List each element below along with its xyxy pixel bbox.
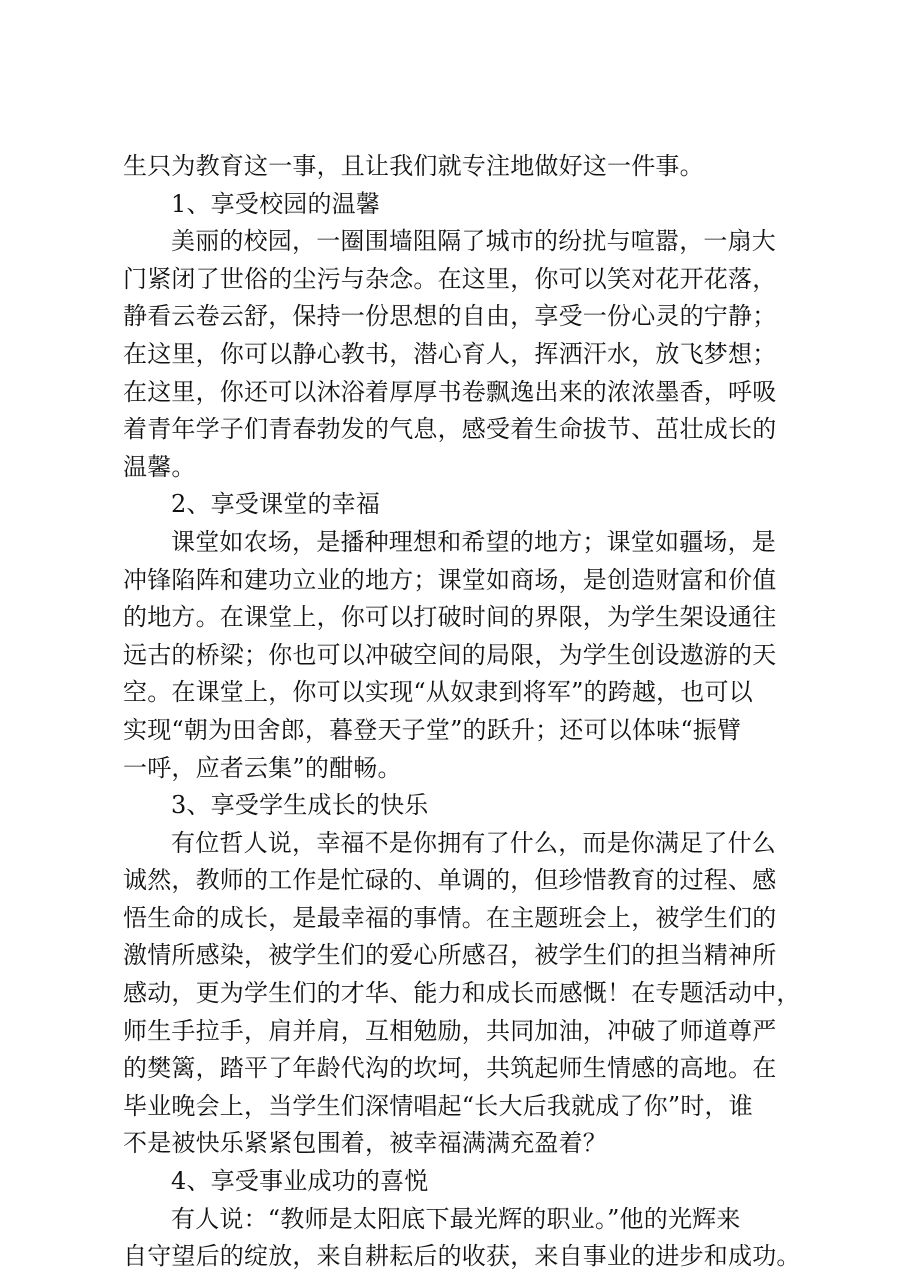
section-heading: 3、享受学生成长的快乐 bbox=[171, 791, 429, 820]
text-line: 实现“朝为田舍郎，暮登天子堂”的跃升；还可以体味“振臂 bbox=[123, 715, 742, 744]
text-line: 不是被快乐紧紧包围着，被幸福满满充盈着？ bbox=[123, 1129, 607, 1158]
document-text bbox=[123, 148, 813, 1276]
text-line: 感动，更为学生们的才华、能力和成长而感慨！在专题活动中， bbox=[123, 979, 801, 1008]
paragraph-first-line: 美丽的校园，一圈围墙阻隔了城市的纷扰与喧嚣，一扇大 bbox=[171, 227, 776, 256]
text-line: 静看云卷云舒，保持一份思想的自由，享受一份心灵的宁静； bbox=[123, 302, 777, 331]
text-line: 着青年学子们青春勃发的气息，感受着生命拔节、茁壮成长的 bbox=[123, 415, 777, 444]
text-line: 师生手拉手，肩并肩，互相勉励，共同加油，冲破了师道尊严 bbox=[123, 1016, 777, 1045]
section-heading: 1、享受校园的温馨 bbox=[171, 189, 381, 218]
section-heading: 4、享受事业成功的喜悦 bbox=[171, 1167, 429, 1196]
text-line: 空。在课堂上，你可以实现“从奴隶到将军”的跨越，也可以 bbox=[123, 678, 753, 707]
text-line: 温馨。 bbox=[123, 452, 196, 481]
text-line: 远古的桥梁；你也可以冲破空间的局限，为学生创设遨游的天 bbox=[123, 640, 777, 669]
paragraph-first-line: 有位哲人说，幸福不是你拥有了什么，而是你满足了什么 bbox=[171, 828, 776, 857]
text-line: 的樊篱，踏平了年龄代沟的坎坷，共筑起师生情感的高地。在 bbox=[123, 1054, 777, 1083]
text-line: 门紧闭了世俗的尘污与杂念。在这里，你可以笑对花开花落， bbox=[123, 264, 777, 293]
text-line: 悟生命的成长，是最幸福的事情。在主题班会上，被学生们的 bbox=[123, 903, 777, 932]
paragraph-first-line: 课堂如农场，是播种理想和希望的地方；课堂如疆场，是 bbox=[171, 527, 776, 556]
section-heading: 2、享受课堂的幸福 bbox=[171, 490, 381, 519]
text-line: 冲锋陷阵和建功立业的地方；课堂如商场，是创造财富和价值 bbox=[123, 565, 777, 594]
text-line: 一呼，应者云集”的酣畅。 bbox=[123, 753, 402, 782]
text-line: 激情所感染，被学生们的爱心所感召，被学生们的担当精神所 bbox=[123, 941, 777, 970]
text-line: 在这里，你可以静心教书，潜心育人，挥洒汗水，放飞梦想； bbox=[123, 339, 777, 368]
text-line: 毕业晚会上，当学生们深情唱起“长大后我就成了你”时，谁 bbox=[123, 1091, 753, 1120]
paragraph-first-line: 有人说：“教师是太阳底下最光辉的职业。”他的光辉来 bbox=[171, 1204, 741, 1233]
text-line: 自守望后的绽放，来自耕耘后的收获，来自事业的进步和成功。 bbox=[123, 1242, 801, 1271]
text-line: 的地方。在课堂上，你可以打破时间的界限，为学生架设通往 bbox=[123, 603, 777, 632]
text-line: 生只为教育这一事，且让我们就专注地做好这一件事。 bbox=[123, 152, 704, 180]
text-line: 诚然，教师的工作是忙碌的、单调的，但珍惜教育的过程、感 bbox=[123, 866, 777, 895]
text-line: 在这里，你还可以沐浴着厚厚书卷飘逸出来的浓浓墨香，呼吸 bbox=[123, 377, 777, 406]
